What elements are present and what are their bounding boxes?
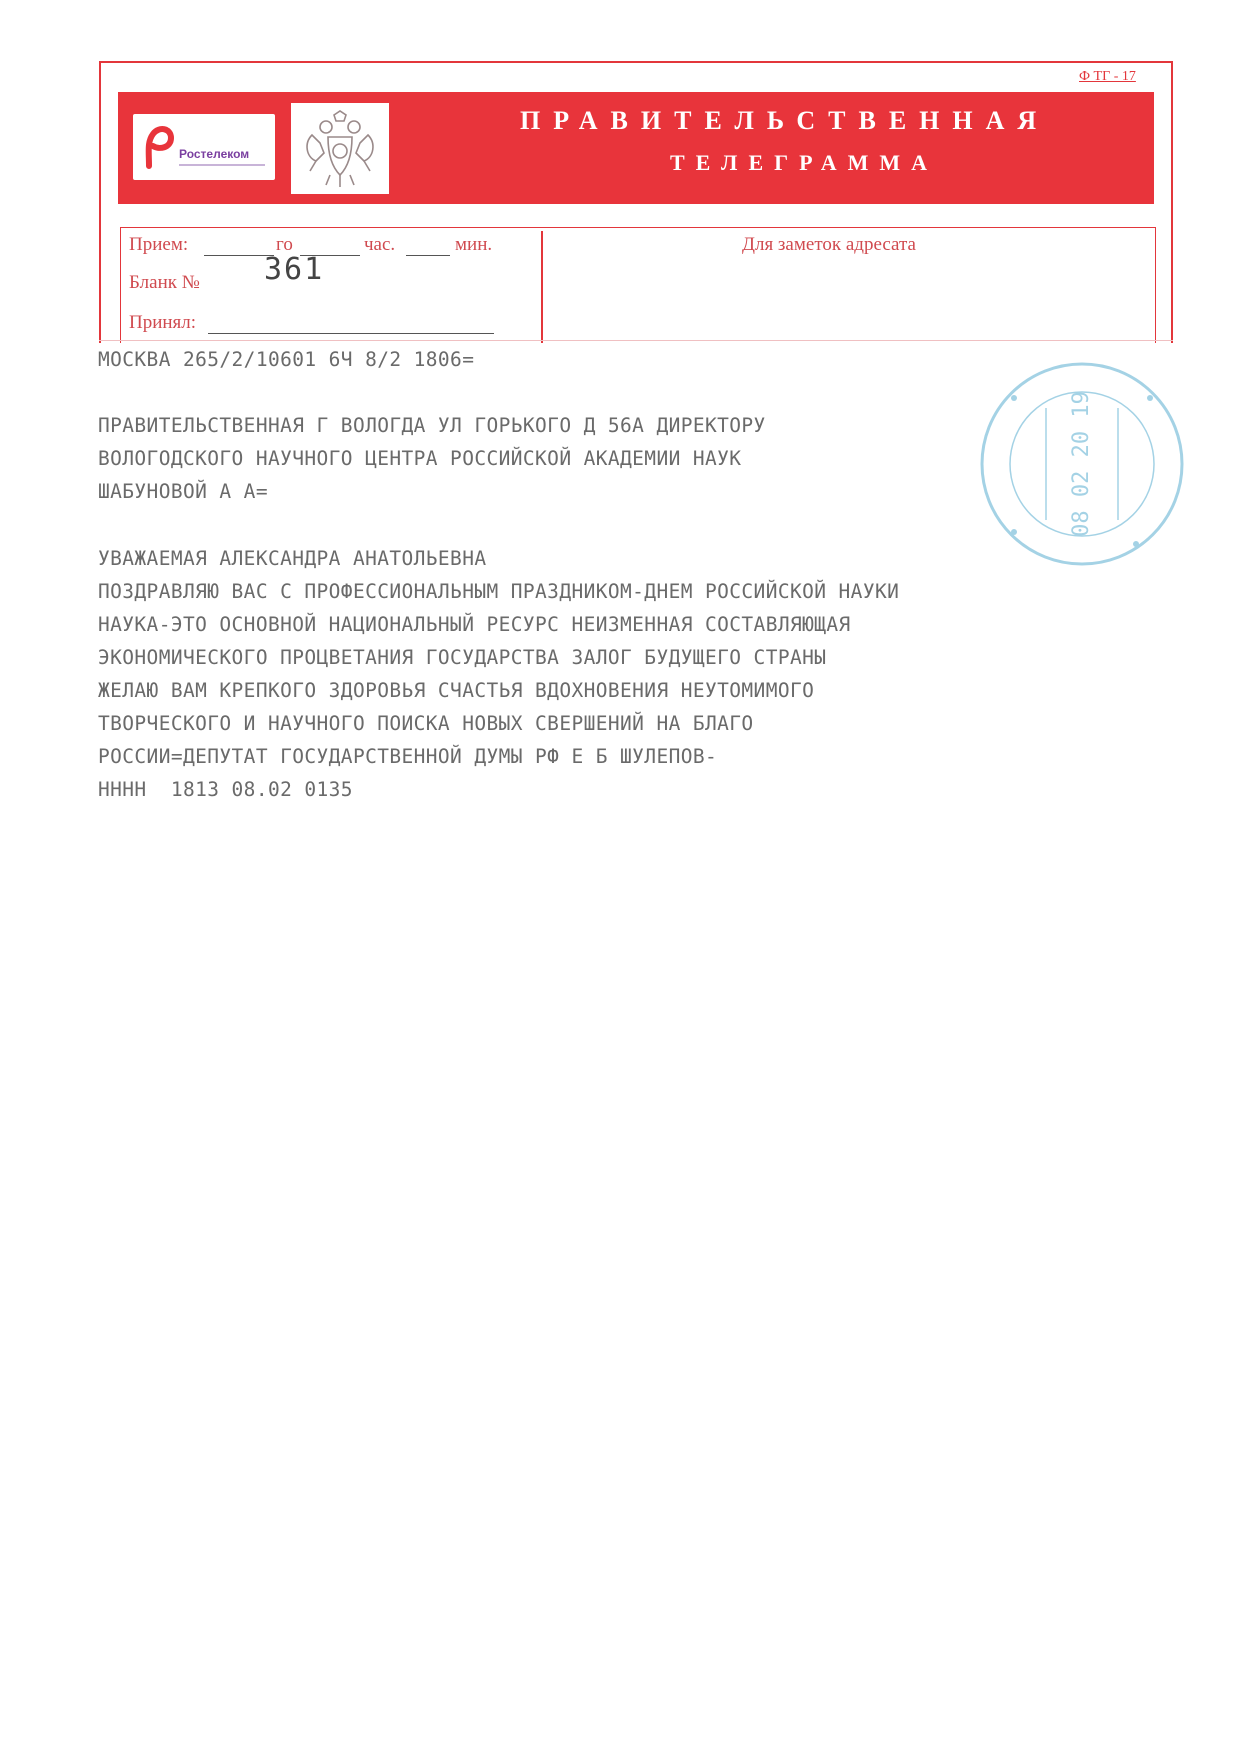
address-line: ПРАВИТЕЛЬСТВЕННАЯ Г ВОЛОГДА УЛ ГОРЬКОГО Д 56А ДИРЕКТОРУ <box>98 414 766 437</box>
prinyal-label: Принял: <box>129 312 197 333</box>
telegram-footer: НННН 1813 08.02 0135 <box>98 778 353 801</box>
body-line: ТВОРЧЕСКОГО И НАУЧНОГО ПОИСКА НОВЫХ СВЕРШЕНИЙ НА БЛАГО <box>98 712 754 735</box>
rostelecom-logo <box>133 114 275 180</box>
chas-label: час. <box>364 234 396 255</box>
go-label: го <box>276 234 293 255</box>
coat-of-arms <box>291 103 389 194</box>
address-line: ВОЛОГОДСКОГО НАУЧНОГО ЦЕНТРА РОССИЙСКОЙ АКАДЕМИИ НАУК <box>98 447 742 470</box>
prinyal-line <box>208 333 494 334</box>
title-line-2: ТЕЛЕГРАММА <box>670 150 939 175</box>
stamp-date: 08 02 20 19 <box>1069 391 1094 537</box>
body-line: УВАЖАЕМАЯ АЛЕКСАНДРА АНАТОЛЬЕВНА <box>98 547 487 570</box>
body-line: НАУКА-ЭТО ОСНОВНОЙ НАЦИОНАЛЬНЫЙ РЕСУРС НЕИЗМЕННАЯ СОСТАВЛЯЮЩАЯ <box>98 613 851 636</box>
min-label: мин. <box>455 234 493 255</box>
logo-tagline-line <box>179 164 265 166</box>
body-line: ЭКОНОМИЧЕСКОГО ПРОЦВЕТАНИЯ ГОСУДАРСТВА ЗАЛОГ БУДУЩЕГО СТРАНЫ <box>98 646 827 669</box>
address-line: ШАБУНОВОЙ А А= <box>98 480 268 503</box>
priem-line-3 <box>406 255 450 256</box>
form-cut-line <box>99 340 1173 341</box>
form-code: Ф ТГ - 17 <box>1079 69 1136 84</box>
blank-number: 361 <box>264 252 325 287</box>
double-headed-eagle-icon <box>300 109 380 189</box>
priem-label: Прием: <box>129 234 189 255</box>
postal-stamp <box>976 358 1188 570</box>
title-line-1: ПРАВИТЕЛЬСТВЕННАЯ <box>520 106 1050 135</box>
fields-divider <box>541 231 543 343</box>
rostelecom-logo-icon <box>141 122 177 172</box>
body-line: ЖЕЛАЮ ВАМ КРЕПКОГО ЗДОРОВЬЯ СЧАСТЬЯ ВДОХНОВЕНИЯ НЕУТОМИМОГО <box>98 679 815 702</box>
body-line: ПОЗДРАВЛЯЮ ВАС С ПРОФЕССИОНАЛЬНЫМ ПРАЗДНИКОМ-ДНЕМ РОССИЙСКОЙ НАУКИ <box>98 580 900 603</box>
blank-label: Бланк № <box>129 272 200 293</box>
telegram-header: МОСКВА 265/2/10601 6Ч 8/2 1806= <box>98 348 475 371</box>
body-line: РОССИИ=ДЕПУТАТ ГОСУДАРСТВЕННОЙ ДУМЫ РФ Е Б ШУЛЕПОВ- <box>98 745 718 768</box>
notes-label: Для заметок адресата <box>742 234 916 255</box>
logo-text: Ростелеком <box>179 147 250 161</box>
